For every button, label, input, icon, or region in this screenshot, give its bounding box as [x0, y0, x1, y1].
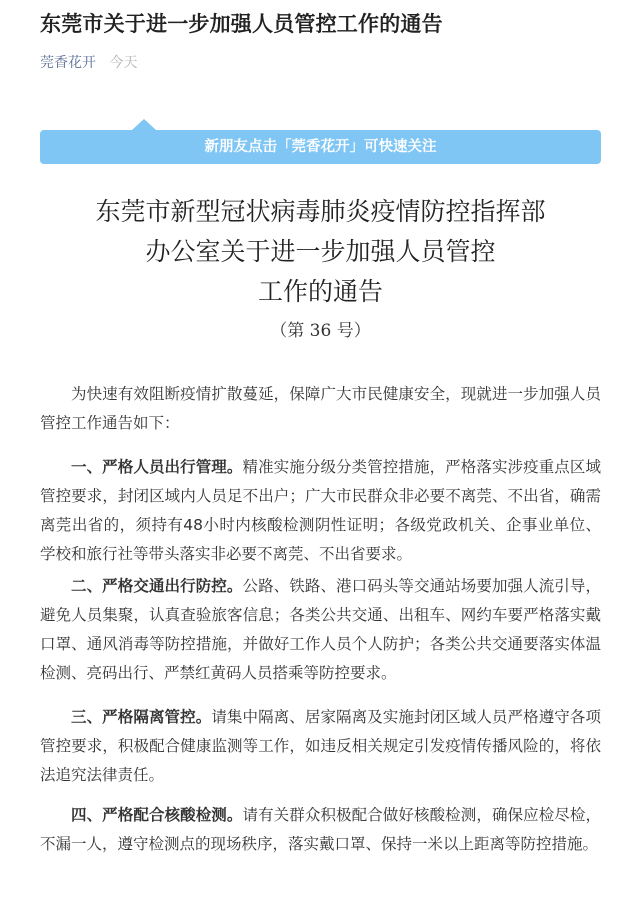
- section-paragraph: [40, 453, 601, 569]
- follow-banner[interactable]: [40, 130, 601, 164]
- publish-date: 今天: [109, 55, 138, 71]
- section-paragraph: [40, 572, 601, 688]
- section-lead: 三、严格隔离管控。: [71, 708, 212, 726]
- section-lead: 一、严格人员出行管理。: [71, 458, 243, 476]
- section-text: 请集中隔离、居家隔离及实施封闭区域人员严格遵守各项管控要求，积极配合健康监测等工作，如违反相关规定引发疫情传播风险的，将依法追究法律责任。: [40, 708, 601, 784]
- section-paragraph: [40, 801, 601, 859]
- section-paragraph: [40, 703, 601, 790]
- banner-pointer-icon: [132, 119, 156, 130]
- section-lead: 二、严格交通出行防控。: [71, 577, 243, 595]
- notice-heading-line: 工作的通告: [257, 277, 383, 306]
- section-text: 请有关群众积极配合做好核酸检测，确保应检尽检，不漏一人，遵守检测点的现场秩序，落实戴口罩、保持一米以上距离等防控措施。: [40, 806, 601, 853]
- article-meta: [40, 52, 137, 72]
- intro-paragraph: 为快速有效阻断疫情扩散蔓延，保障广大市民健康安全，现就进一步加强人员管控工作通告如下：: [40, 385, 601, 432]
- notice-heading-line: 办公室关于进一步加强人员管控: [145, 237, 496, 266]
- notice-heading-line: 东莞市新型冠状病毒肺炎疫情防控指挥部: [95, 197, 546, 226]
- section-text: 公路、铁路、港口码头等交通站场要加强人流引导，避免人员集聚，认真查验旅客信息；各类公共交通、出租车、网约车要严格落实戴口罩、通风消毒等防控措施，并做好工作人员个人防护；各类公共交通要落实体温检测、亮码出行、严禁红黄码人员搭乘等防控要求。: [40, 577, 601, 682]
- follow-banner-text: 新朋友点击「莞香花开」可快速关注: [204, 139, 437, 155]
- section-text: 精准实施分级分类管控措施，严格落实涉疫重点区域管控要求，封闭区域内人员足不出户；广大市民群众非必要不离莞、不出省，确需离莞出省的，须持有48小时内核酸检测阴性证明；各级党政机关、企事业单位、学校和旅行社等带头落实非必要不离莞、不出省要求。: [40, 458, 601, 563]
- section-lead: 四、严格配合核酸检测。: [71, 806, 243, 824]
- author-link[interactable]: 莞香花开: [40, 55, 96, 71]
- notice-number: （第 36 号）: [270, 321, 371, 341]
- notice-heading: [30, 192, 611, 312]
- article-title: 东莞市关于进一步加强人员管控工作的通告: [40, 12, 443, 36]
